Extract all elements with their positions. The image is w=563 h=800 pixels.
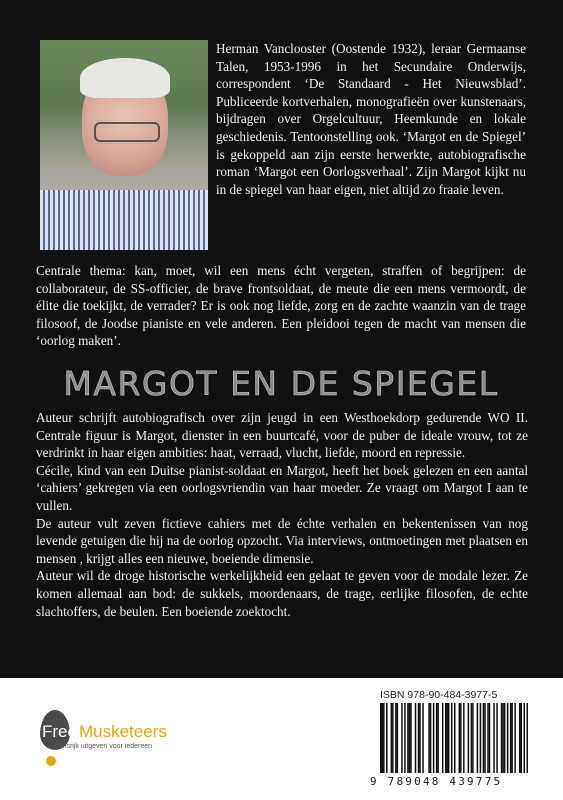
- barcode-bar: [520, 703, 522, 773]
- barcode-bar: [382, 703, 384, 773]
- publisher-logo: [40, 710, 190, 770]
- barcode-bar: [430, 703, 432, 773]
- barcode-bar: [472, 703, 474, 773]
- book-title: MARGOT EN DE SPIEGEL: [63, 364, 499, 403]
- barcode-bar: [442, 703, 444, 773]
- barcode-bar: [401, 703, 403, 773]
- barcode-bar: [436, 703, 438, 773]
- author-photo: [40, 40, 208, 250]
- barcode-bar: [451, 703, 453, 773]
- barcode-bar: [383, 703, 385, 773]
- barcode-bar: [496, 703, 498, 773]
- barcode-bar: [459, 703, 461, 773]
- blurb: [36, 409, 528, 620]
- barcode-bar: [422, 703, 424, 773]
- barcode-bar: [514, 703, 516, 773]
- barcode-bar: [519, 703, 521, 773]
- barcode-bar: [410, 703, 412, 773]
- barcode-bar: [395, 703, 397, 773]
- barcode-bar: [501, 703, 503, 773]
- barcode-bar: [460, 703, 462, 773]
- barcode-bar: [397, 703, 399, 773]
- publisher-tagline: Kansrijk uitgeven voor iedereen: [54, 743, 153, 750]
- author-bio: Herman Vanclooster (Oostende 1932), leraar Germaanse Talen, 1953-1996 in het Secundaire Onderwijs, correspondent ‘De Standaard - Het Nieuwsblad’. Publiceerde kortverhalen, monografieën over kunstenaars, bijdragen over Orgelcultuur, Heemkunde en lokale geschiedenis. Tentoonstelling ook. ‘Margot en de Spiegel’ is gekoppeld aan zijn eerste herwerkte, autobiografische roman ‘Margot een Oorlogsverhaal’. Zijn Margot kijkt nu in de spiegel van haar eigen, niet altijd zo fraaie leven.: [216, 41, 526, 197]
- barcode-bar: [386, 703, 388, 773]
- barcode-bar: [511, 703, 513, 773]
- author-shirt: [40, 190, 208, 250]
- barcode-bar: [448, 703, 450, 773]
- barcode-bar: [437, 703, 439, 773]
- theme-text: Centrale thema: kan, moet, wil een mens écht vergeten, straffen of begrijpen: de collaborateur, de SS-officier, de brave frontsoldaat, de meute die een mens vermoordt, de élite die toekijkt, de verrader? Er is ook nog liefde, zorg en de zachte waanzin van de trage filosoof, de Joodse pianiste en vele anderen. Een pleidooi tegen de macht van mensen die ‘oorlog maken’.: [36, 263, 526, 349]
- publisher-name-free: Free: [42, 722, 77, 741]
- barcode-bar: [380, 703, 382, 773]
- barcode-bar: [409, 703, 411, 773]
- barcode-icon: [380, 703, 528, 773]
- barcode-bar: [468, 703, 470, 773]
- barcode-number: 9 789048 439775: [370, 775, 503, 788]
- barcode-bar: [484, 703, 486, 773]
- barcode-bar: [477, 703, 479, 773]
- barcode-bar: [463, 703, 465, 773]
- barcode-bar: [504, 703, 506, 773]
- barcode-bar: [483, 703, 485, 773]
- barcode-bar: [433, 703, 435, 773]
- publisher-name-musketeers: Musketeers: [78, 722, 167, 741]
- blurb-paragraph: De auteur vult zeven fictieve cahiers met de échte verhalen en bekentenissen van nog levende getuigen die hij na de oorlog opzocht. Via interviews, ontmoetingen met plaatsen en mensen , krijgt alles een nieuwe, boeiende dimensie.: [36, 515, 528, 566]
- barcode-bar: [392, 703, 394, 773]
- barcode-bar: [454, 703, 456, 773]
- blurb-paragraph: Auteur schrijft autobiografisch over zijn jeugd in een Westhoekdorp gedurende WO II. Centrale figuur is Margot, dienster in een buurtcafé, voor de puber de ideale vrouw, tot ze verdrinkt in haar eigen ambities: haat, verraad, vlucht, liefde, moord en repressie.: [36, 410, 528, 461]
- barcode-bar: [404, 703, 406, 773]
- barcode-bar: [523, 703, 525, 773]
- barcode-bar: [526, 703, 528, 773]
- barcode-bar: [419, 703, 421, 773]
- barcode-bar: [489, 703, 491, 773]
- barcode-bar: [480, 703, 482, 773]
- publisher-name: [42, 722, 167, 742]
- barcode-bar: [487, 703, 489, 773]
- blurb-paragraph: Auteur wil de droge historische werkelijkheid een gelaat te geven voor de modale lezer. Ze komen allemaal aan bod: de sukkels, moordenaars, de trage, eerlijke filosofen, de echte slachtoffers, de beulen. Een boeiende zoektocht.: [36, 568, 528, 619]
- blurb-paragraph: Cécile, kind van een Duitse pianist-soldaat en Margot, heeft het boek gelezen en een aantal ‘cahiers’ gekregen via een oorlogsvriendin van haar moeder. Ze vraagt om Margot I aan te vullen.: [36, 462, 528, 513]
- barcode-bar: [445, 703, 447, 773]
- barcode-bar: [507, 703, 509, 773]
- barcode-bar: [428, 703, 430, 773]
- barcode-bar: [493, 703, 495, 773]
- barcode-bar: [418, 703, 420, 773]
- barcode-bar: [502, 703, 504, 773]
- barcode-bar: [471, 703, 473, 773]
- isbn-label: ISBN 978-90-484-3977-5: [380, 689, 498, 701]
- author-glasses: [94, 122, 160, 142]
- dot-icon: [46, 756, 56, 766]
- barcode-bar: [415, 703, 417, 773]
- author-hair: [80, 58, 170, 98]
- barcode-bar: [446, 703, 448, 773]
- barcode-bar: [510, 703, 512, 773]
- barcode-bar: [407, 703, 409, 773]
- barcode-bar: [391, 703, 393, 773]
